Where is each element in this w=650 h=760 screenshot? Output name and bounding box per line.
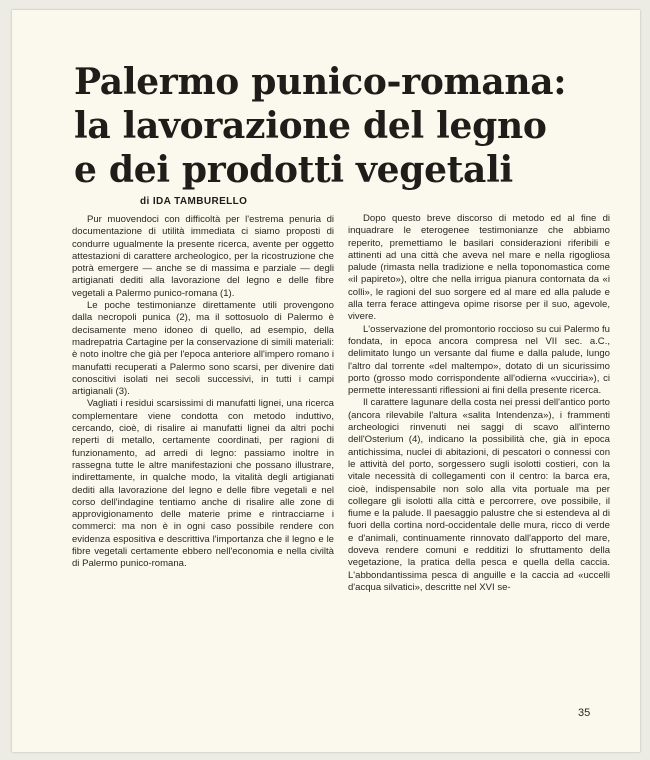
title-line: la lavorazione del legno (74, 105, 547, 147)
right-column (348, 213, 610, 594)
article-title (74, 60, 634, 192)
paragraph: Vagliati i residui scarsissimi di manufatti lignei, una ricerca complementare viene condotta con metodo induttivo, cercando, cioè, di risalire ai manufatti lignei da altri pochi reperti di metallo, certamente coordinati, per ragioni di funzionamento, ad arredi di legno: passiamo inoltre in rassegna tutte le altre manifestazioni che possano illustrare, indirettamente, in qualche modo, la vitalità degli artigianati dediti alla lavorazione del legno e delle fibre vegetali e nel corso dell'indagine tentiamo anche di risalire alle zone di approvigionamento delle materie prime e rintracciarne i commerci: ma non è in ogni caso possibile rendere con evidenza espositiva e descrittiva l'importanza che il legno e le fibre vegetali certamente ebbero nell'economia e nella civiltà di Palermo punico-romana. (72, 398, 334, 570)
paragraph: Dopo questo breve discorso di metodo ed al fine di inquadrare le eterogenee testimonianze che abbiamo reperito, premettiamo le basilari considerazioni riferibili e attinenti ad una città che aveva nel mare e nella rigogliosa palude (rimasta nella tradizione e nella toponomastica come «il papireto»), oltre che nella irrigua pianura contornata da «i colli», le ragioni del suo sorgere ed al mare ed alla palude e alla terra ferace attingeva opime risorse per il suo, agevole, vivere. (348, 213, 610, 323)
paragraph: Il carattere lagunare della costa nei pressi dell'antico porto (ancora rilevabile l'altura «salita Intendenza»), i frammenti archeologici rinvenuti nei saggi di scavo all'interno dell'Osterium (4), indicano la possibilità che, già in epoca antichissima, nuclei di abitazioni, di pescatori o connessi con le attività del porto, sorgessero sugli isolotti costieri, con la vitale necessità di collegamenti con il centro: la barca era, cioè, indispensabile non solo alla vita portuale ma per collegare gli isolotti alla città e percorrere, ove possibile, il fiume e la palude. Il paesaggio palustre che si estendeva al di fuori della cortina nord-occidentale delle mura, ricco di verde e d'animali, continuamente rinnovato dall'apporto del mare, doveva rendere comuni e redditizi lo sfruttamento della vegetazione, la pratica della pesca e quella della caccia. L'abbondantissima pesca di anguille e la caccia ad «uccelli d'acqua silvatici», descritte nel XVI se- (348, 397, 610, 593)
article-page (12, 10, 640, 752)
page-number: 35 (578, 707, 591, 719)
author-byline: di IDA TAMBURELLO (140, 196, 248, 207)
paragraph: Le poche testimonianze direttamente utili provengono dalla necropoli punica (2), ma il sottosuolo di Palermo è decisamente meno idoneo di quello, ad esempio, della madrepatria Cartagine per la conservazione di simili materiali: è noto inoltre che già per l'epoca anteriore all'impero romano i manufatti recuperati a Palermo sono scarsi, per divenire dati conoscitivi isolati nei secoli successivi, in tutti i campi artigianali (3). (72, 300, 334, 398)
left-column (72, 214, 334, 571)
paragraph: Pur muovendoci con difficoltà per l'estrema penuria di documentazione di utilità immediata ci siamo proposti di condurre ugualmente la presente ricerca, avente per oggetto attestazioni di carattere archeologico, per la ricostruzione che potrà emergere — anche se di massima e parziale — degli artigianati dediti alla lavorazione del legno e delle fibre vegetali a Palermo punico-romana (1). (72, 214, 334, 299)
paragraph: L'osservazione del promontorio roccioso su cui Palermo fu fondata, in epoca ancora compresa nel VII sec. a.C., delimitato lungo un versante dal fiume e dalla palude, lungo l'altro dal torrente «del maltempo», dotato di un sicurissimo porto (grosso modo corrispondente all'odierna «vucciria»), ci permette interessanti riflessioni ai fini della presente ricerca. (348, 323, 610, 397)
title-line: Palermo punico-romana: (74, 61, 567, 103)
title-line: e dei prodotti vegetali (74, 149, 513, 191)
